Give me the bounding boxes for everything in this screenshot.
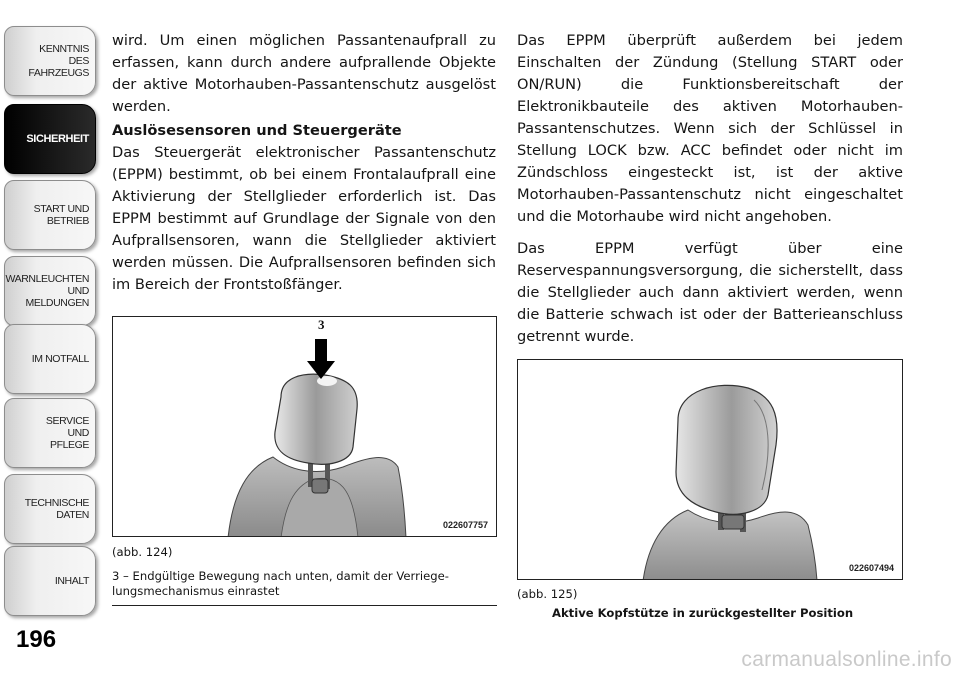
body-paragraph: Das Steuergerät elektronischer Passantenschutz (EPPM) bestimmt, ob bei einem Frontalaufprall eine Aktivierung der Stellglieder erforderlich ist. Das EPPM bestimmt auf Grundlage der Signale von den Aufprallsensoren, wann die Stellglieder aktiviert werden müssen. Die Aufprallsensoren befinden sich im Bereich der Frontstoßfänger.: [112, 144, 496, 293]
figure-code: 022607494: [848, 563, 894, 573]
figure-caption: 3 – Endgültige Bewegung nach unten, damit der Verriegelungsmechanismus einrastet: [112, 569, 449, 598]
section-heading: Auslösesensoren und Steuergeräte: [112, 122, 402, 139]
figure-headrest-push-down: [112, 316, 497, 537]
tab-service-und-pflege[interactable]: [4, 398, 96, 468]
tab-label: TECHNISCHE DATEN: [24, 497, 89, 521]
chapter-tabs: [0, 0, 100, 600]
tab-warnleuchten-und-meldungen[interactable]: [4, 256, 96, 326]
headrest-illustration: [113, 317, 497, 537]
tab-start-und-betrieb[interactable]: [4, 180, 96, 250]
tab-label: SERVICE UND PFLEGE: [45, 415, 89, 451]
tab-label: SICHERHEIT: [26, 133, 89, 145]
tab-im-notfall[interactable]: [4, 324, 96, 394]
callout-number: 3: [318, 317, 325, 332]
tab-label: INHALT: [54, 575, 89, 587]
page-number: 196: [16, 626, 57, 653]
left-column: [112, 30, 496, 296]
caption-divider: [112, 605, 497, 606]
paragraph-backup-power: Das EPPM verfügt über eine Reservespannungsversorgung, die sicherstellt, dass die Stellglieder auch dann aktiviert werden, wenn die Batterie schwach ist oder der Batterieanschluss getrennt wurde.: [517, 240, 903, 345]
figure-code: 022607757: [442, 520, 488, 530]
intro-paragraph: wird. Um einen möglichen Passantenaufprall zu erfassen, kann durch andere aufprallende Objekte der aktive Motorhauben-Passantenschutz ausgelöst werden.: [112, 32, 496, 115]
figure-headrest-reset: [517, 359, 903, 580]
tab-technische-daten[interactable]: [4, 474, 96, 544]
paragraph-check: Das EPPM überprüft außerdem bei jedem Einschalten der Zündung (Stellung START oder ON/RUN) die Funktionsbereitschaft der Elektronikbauteile des aktiven Motorhauben-Passantenschutzes. Wenn sich der Schlüssel in Stellung LOCK bzw. ACC befindet oder nicht im Zündschloss eingesteckt ist, ist der aktive Motorhauben-Passantenschutz nicht eingeschaltet und die Motorhaube wird nicht angehoben.: [517, 32, 903, 225]
tab-kenntnis-des-fahrzeugs[interactable]: [4, 26, 96, 96]
right-column: [517, 30, 903, 348]
tab-label: WARNLEUCHTEN UND MELDUNGEN: [5, 273, 89, 309]
figure-ref: (abb. 124): [112, 545, 173, 559]
tab-label: IM NOTFALL: [31, 353, 89, 365]
tab-sicherheit[interactable]: [4, 104, 96, 174]
tab-label: KENNTNIS DES FAHRZEUGS: [28, 43, 89, 79]
tab-inhalt[interactable]: [4, 546, 96, 616]
tab-label: START UND BETRIEB: [33, 203, 89, 227]
figure-caption: Aktive Kopfstütze in zurückgestellter Position: [552, 606, 854, 620]
watermark: carmanualsonline.info: [741, 648, 952, 671]
headrest-illustration: [518, 360, 903, 580]
figure-ref: (abb. 125): [517, 587, 578, 601]
